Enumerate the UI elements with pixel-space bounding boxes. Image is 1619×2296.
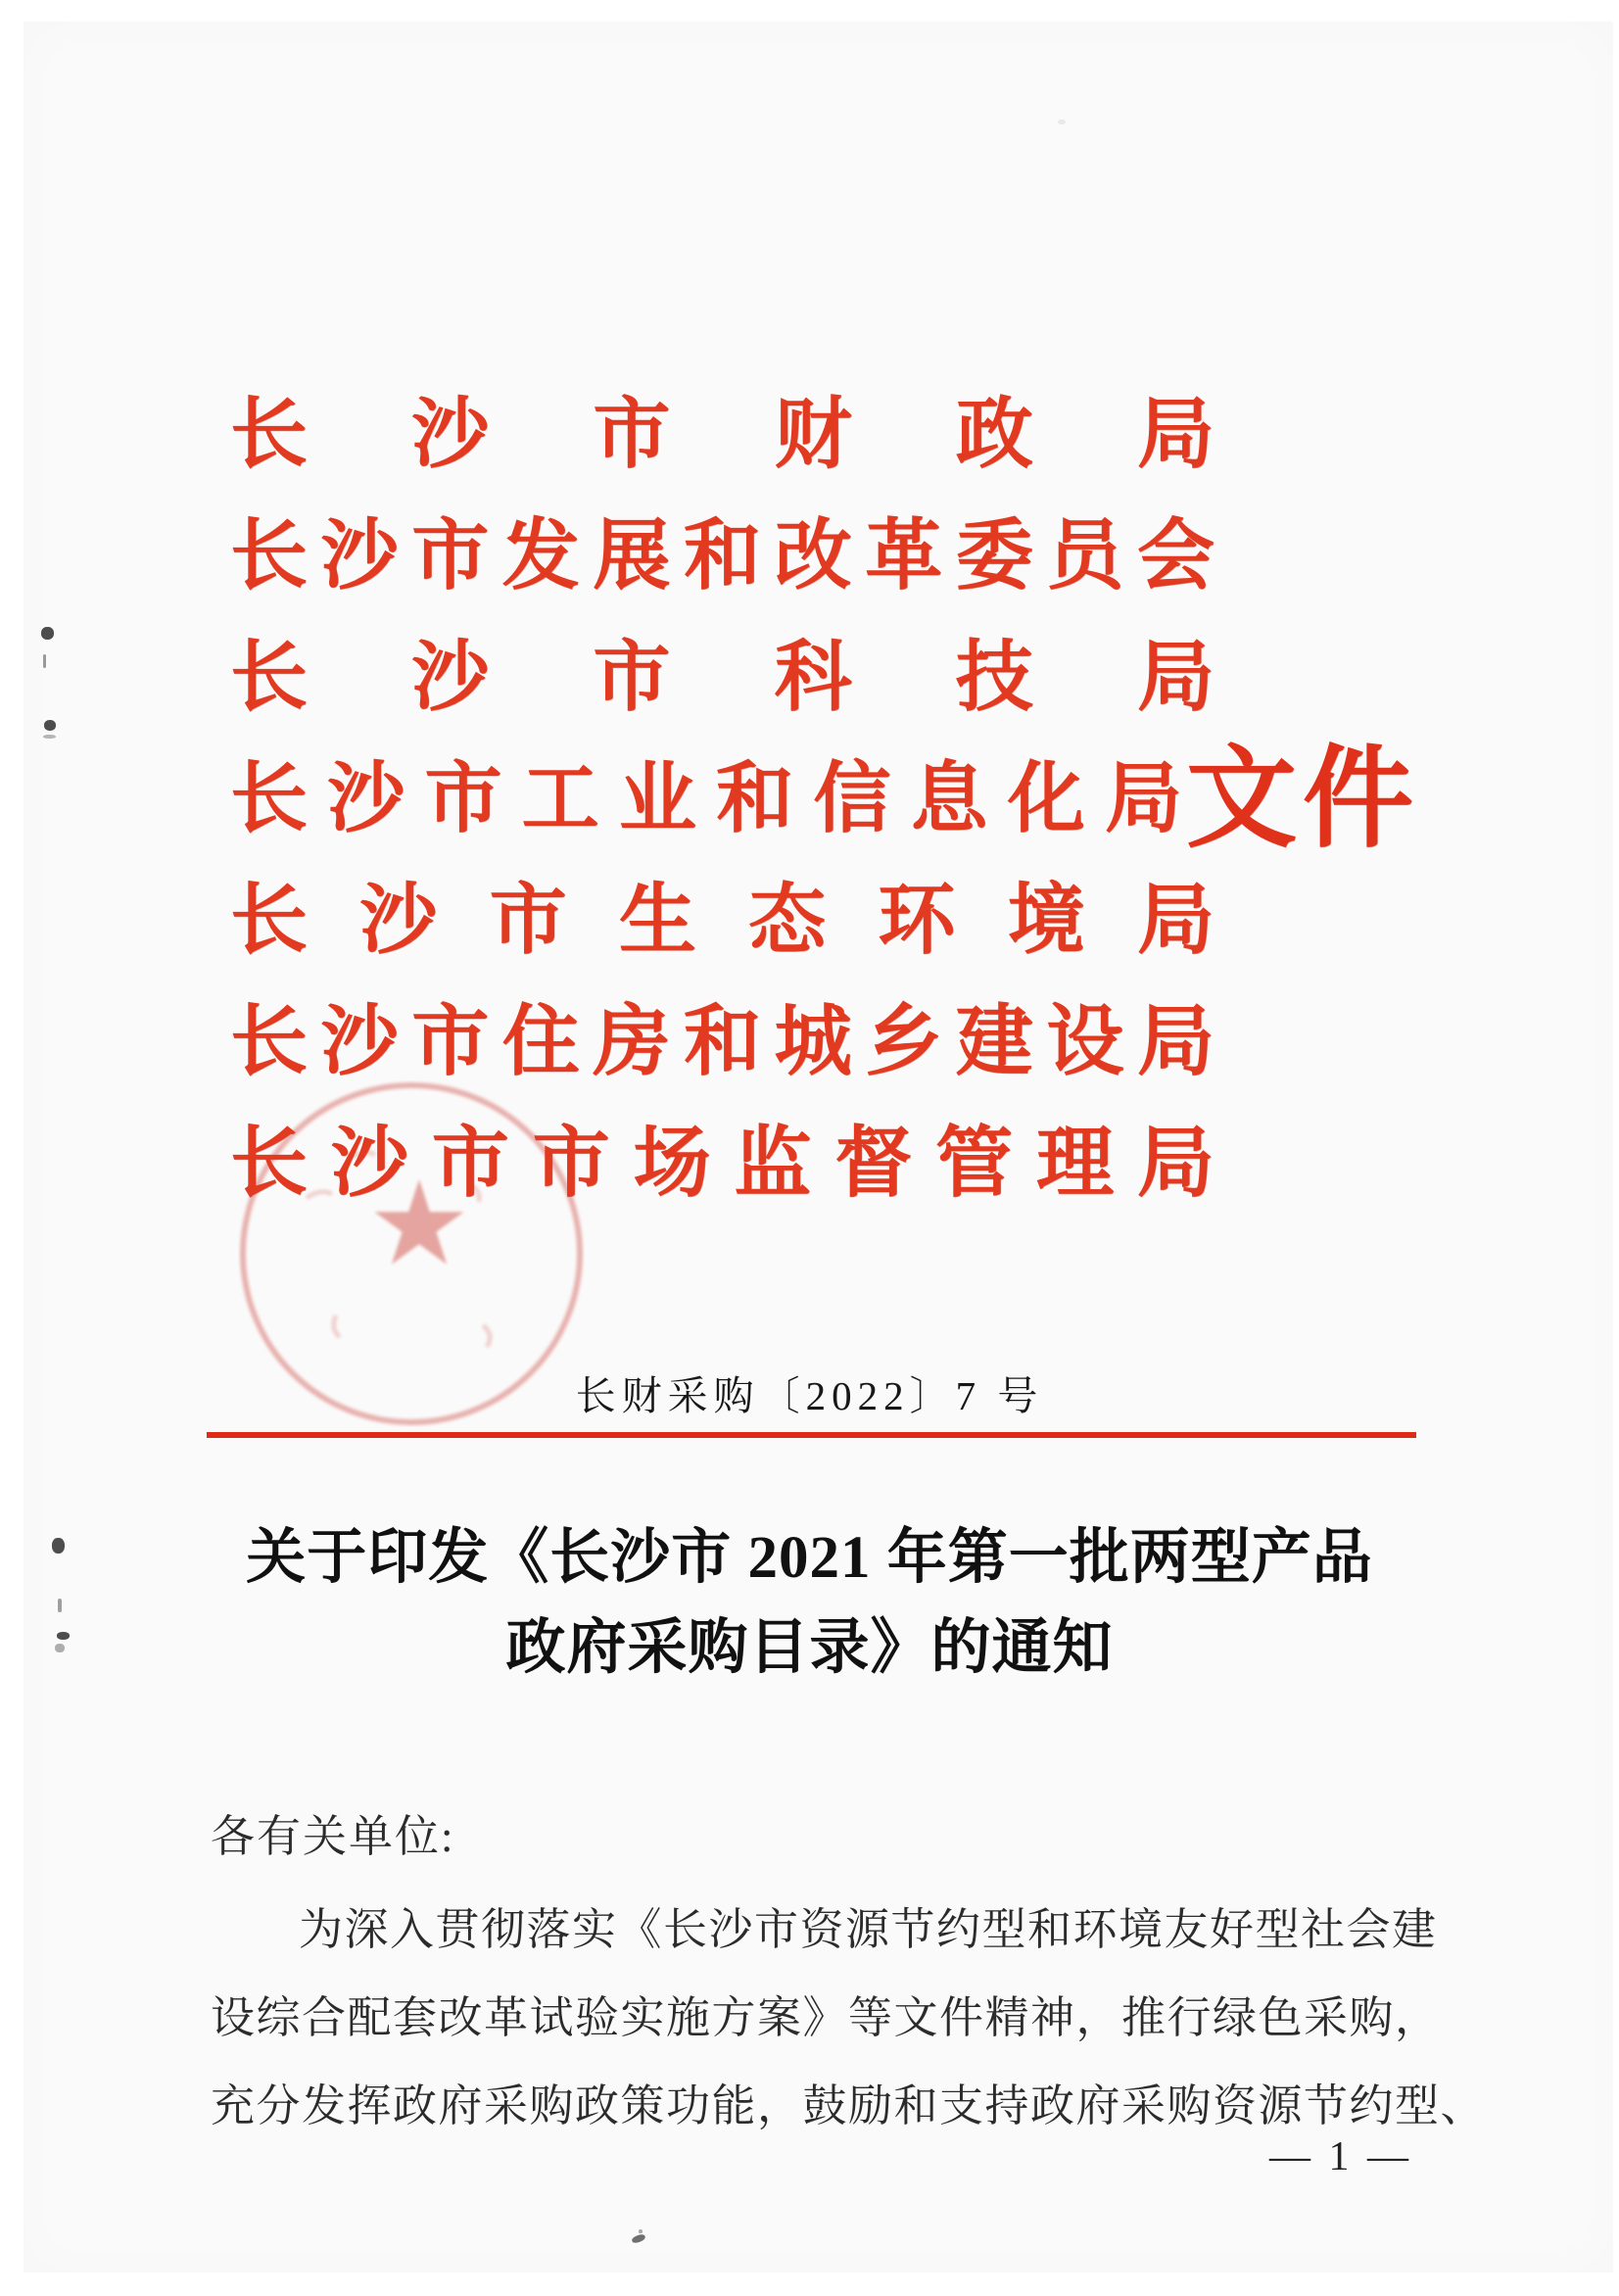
agency-name-char: 工 <box>521 756 599 842</box>
agency-name-char: 市 <box>411 513 490 599</box>
scan-artifact <box>43 654 46 668</box>
agency-name-char: 沙 <box>411 635 490 721</box>
agency-name-char: 发 <box>501 513 580 599</box>
agency-name-char: 长 <box>230 999 308 1085</box>
agency-name <box>230 1121 1214 1207</box>
agency-name <box>230 756 1182 842</box>
agency-name-char: 和 <box>683 999 761 1085</box>
agency-name-char: 境 <box>1007 878 1085 964</box>
agency-name-char: 局 <box>1104 756 1182 842</box>
agency-name-char: 局 <box>1136 1121 1214 1207</box>
agency-name-char: 沙 <box>359 878 438 964</box>
body-paragraph <box>211 1886 1487 2150</box>
scan-artifact <box>52 1538 65 1554</box>
scan-artifact <box>57 1632 70 1640</box>
agency-name-char: 监 <box>734 1121 812 1207</box>
agency-row <box>230 1103 1464 1224</box>
agency-name-char: 和 <box>716 756 794 842</box>
agency-name-char: 沙 <box>327 756 405 842</box>
agency-name-char: 房 <box>593 999 671 1085</box>
agency-name-char: 科 <box>774 635 852 721</box>
agency-name-char: 长 <box>230 878 308 964</box>
scan-artifact <box>58 1599 62 1612</box>
agency-name <box>230 392 1214 478</box>
agency-name <box>230 635 1214 721</box>
scan-artifact <box>44 720 56 731</box>
agency-name-char: 市 <box>532 1121 610 1207</box>
agency-row <box>230 860 1464 981</box>
agency-name-char: 督 <box>834 1121 913 1207</box>
agency-name-char: 市 <box>431 1121 509 1207</box>
agency-name-char: 和 <box>683 513 761 599</box>
agency-name-char: 展 <box>593 513 671 599</box>
scan-artifact <box>43 735 56 739</box>
document-title <box>0 1513 1619 1694</box>
agency-name-char: 长 <box>230 635 308 721</box>
agency-name-char: 沙 <box>330 1121 408 1207</box>
agency-name-char: 市 <box>593 392 671 478</box>
agency-name-char: 市 <box>593 635 671 721</box>
agency-name-char: 生 <box>618 878 696 964</box>
title-line-2: 政府采购目录》的通知 <box>505 1615 1114 1681</box>
agency-name-char: 员 <box>1046 513 1124 599</box>
page-number: — 1 — <box>1269 2134 1412 2179</box>
body-line: 为深入贯彻落实《长沙市资源节约型和环境友好型社会建 <box>299 1905 1438 1954</box>
letterhead-block <box>230 374 1464 1224</box>
agency-name <box>230 999 1214 1085</box>
agency-name-char: 革 <box>865 513 943 599</box>
title-line-1: 关于印发《长沙市 2021 年第一批两型产品 <box>246 1525 1373 1591</box>
agency-row <box>230 496 1464 617</box>
agency-name-char: 局 <box>1136 878 1214 964</box>
agency-name-char: 政 <box>955 392 1033 478</box>
agency-name-char: 态 <box>748 878 827 964</box>
agency-name-char: 化 <box>1007 756 1085 842</box>
agency-name-char: 场 <box>633 1121 711 1207</box>
body-line: 设综合配套改革试验实施方案》等文件精神，推行绿色采购， <box>211 1993 1441 2042</box>
agency-name-char: 长 <box>230 756 308 842</box>
agency-name-char: 局 <box>1136 635 1214 721</box>
agency-name-char: 业 <box>618 756 696 842</box>
agency-name-char: 财 <box>774 392 852 478</box>
agency-name-char: 沙 <box>320 513 399 599</box>
agency-name-char: 设 <box>1046 999 1124 1085</box>
agency-name-char: 长 <box>230 392 308 478</box>
agency-name <box>230 513 1214 599</box>
agency-name-char: 城 <box>774 999 852 1085</box>
scan-artifact <box>639 2229 643 2233</box>
agency-name-char: 市 <box>424 756 502 842</box>
agency-name-char: 理 <box>1036 1121 1114 1207</box>
agency-name-char: 长 <box>230 1121 308 1207</box>
agency-name-char: 环 <box>878 878 956 964</box>
agency-name-char: 市 <box>489 878 567 964</box>
agency-name-char: 改 <box>774 513 852 599</box>
scan-artifact <box>1058 120 1066 124</box>
agency-name-char: 信 <box>813 756 891 842</box>
agency-name-char: 技 <box>955 635 1033 721</box>
agency-name-char: 沙 <box>411 392 490 478</box>
agency-name-char: 建 <box>955 999 1033 1085</box>
agency-row <box>230 374 1464 496</box>
agency-row <box>230 739 1464 860</box>
salutation: 各有关单位: <box>211 1812 455 1861</box>
agency-name-char: 市 <box>411 999 490 1085</box>
agency-name-char: 会 <box>1136 513 1214 599</box>
body-line: 充分发挥政府采购政策功能，鼓励和支持政府采购资源节约型、 <box>211 2081 1487 2130</box>
agency-name-char: 管 <box>935 1121 1014 1207</box>
agency-name-char: 长 <box>230 513 308 599</box>
agency-name-char: 委 <box>955 513 1033 599</box>
letterhead-wenjian-suffix: 文件 <box>1186 738 1419 861</box>
agency-row <box>230 617 1464 739</box>
scan-artifact <box>55 1644 65 1652</box>
agency-name-char: 住 <box>501 999 580 1085</box>
agency-row <box>230 981 1464 1103</box>
agency-name <box>230 878 1214 964</box>
document-number: 长财采购〔2022〕7 号 <box>575 1373 1044 1418</box>
agency-name-char: 乡 <box>865 999 943 1085</box>
red-separator-rule <box>207 1432 1416 1438</box>
agency-name-char: 局 <box>1136 392 1214 478</box>
agency-name-char: 息 <box>910 756 988 842</box>
agency-name-char: 沙 <box>320 999 399 1085</box>
agency-name-char: 局 <box>1136 999 1214 1085</box>
scan-artifact <box>41 627 54 640</box>
